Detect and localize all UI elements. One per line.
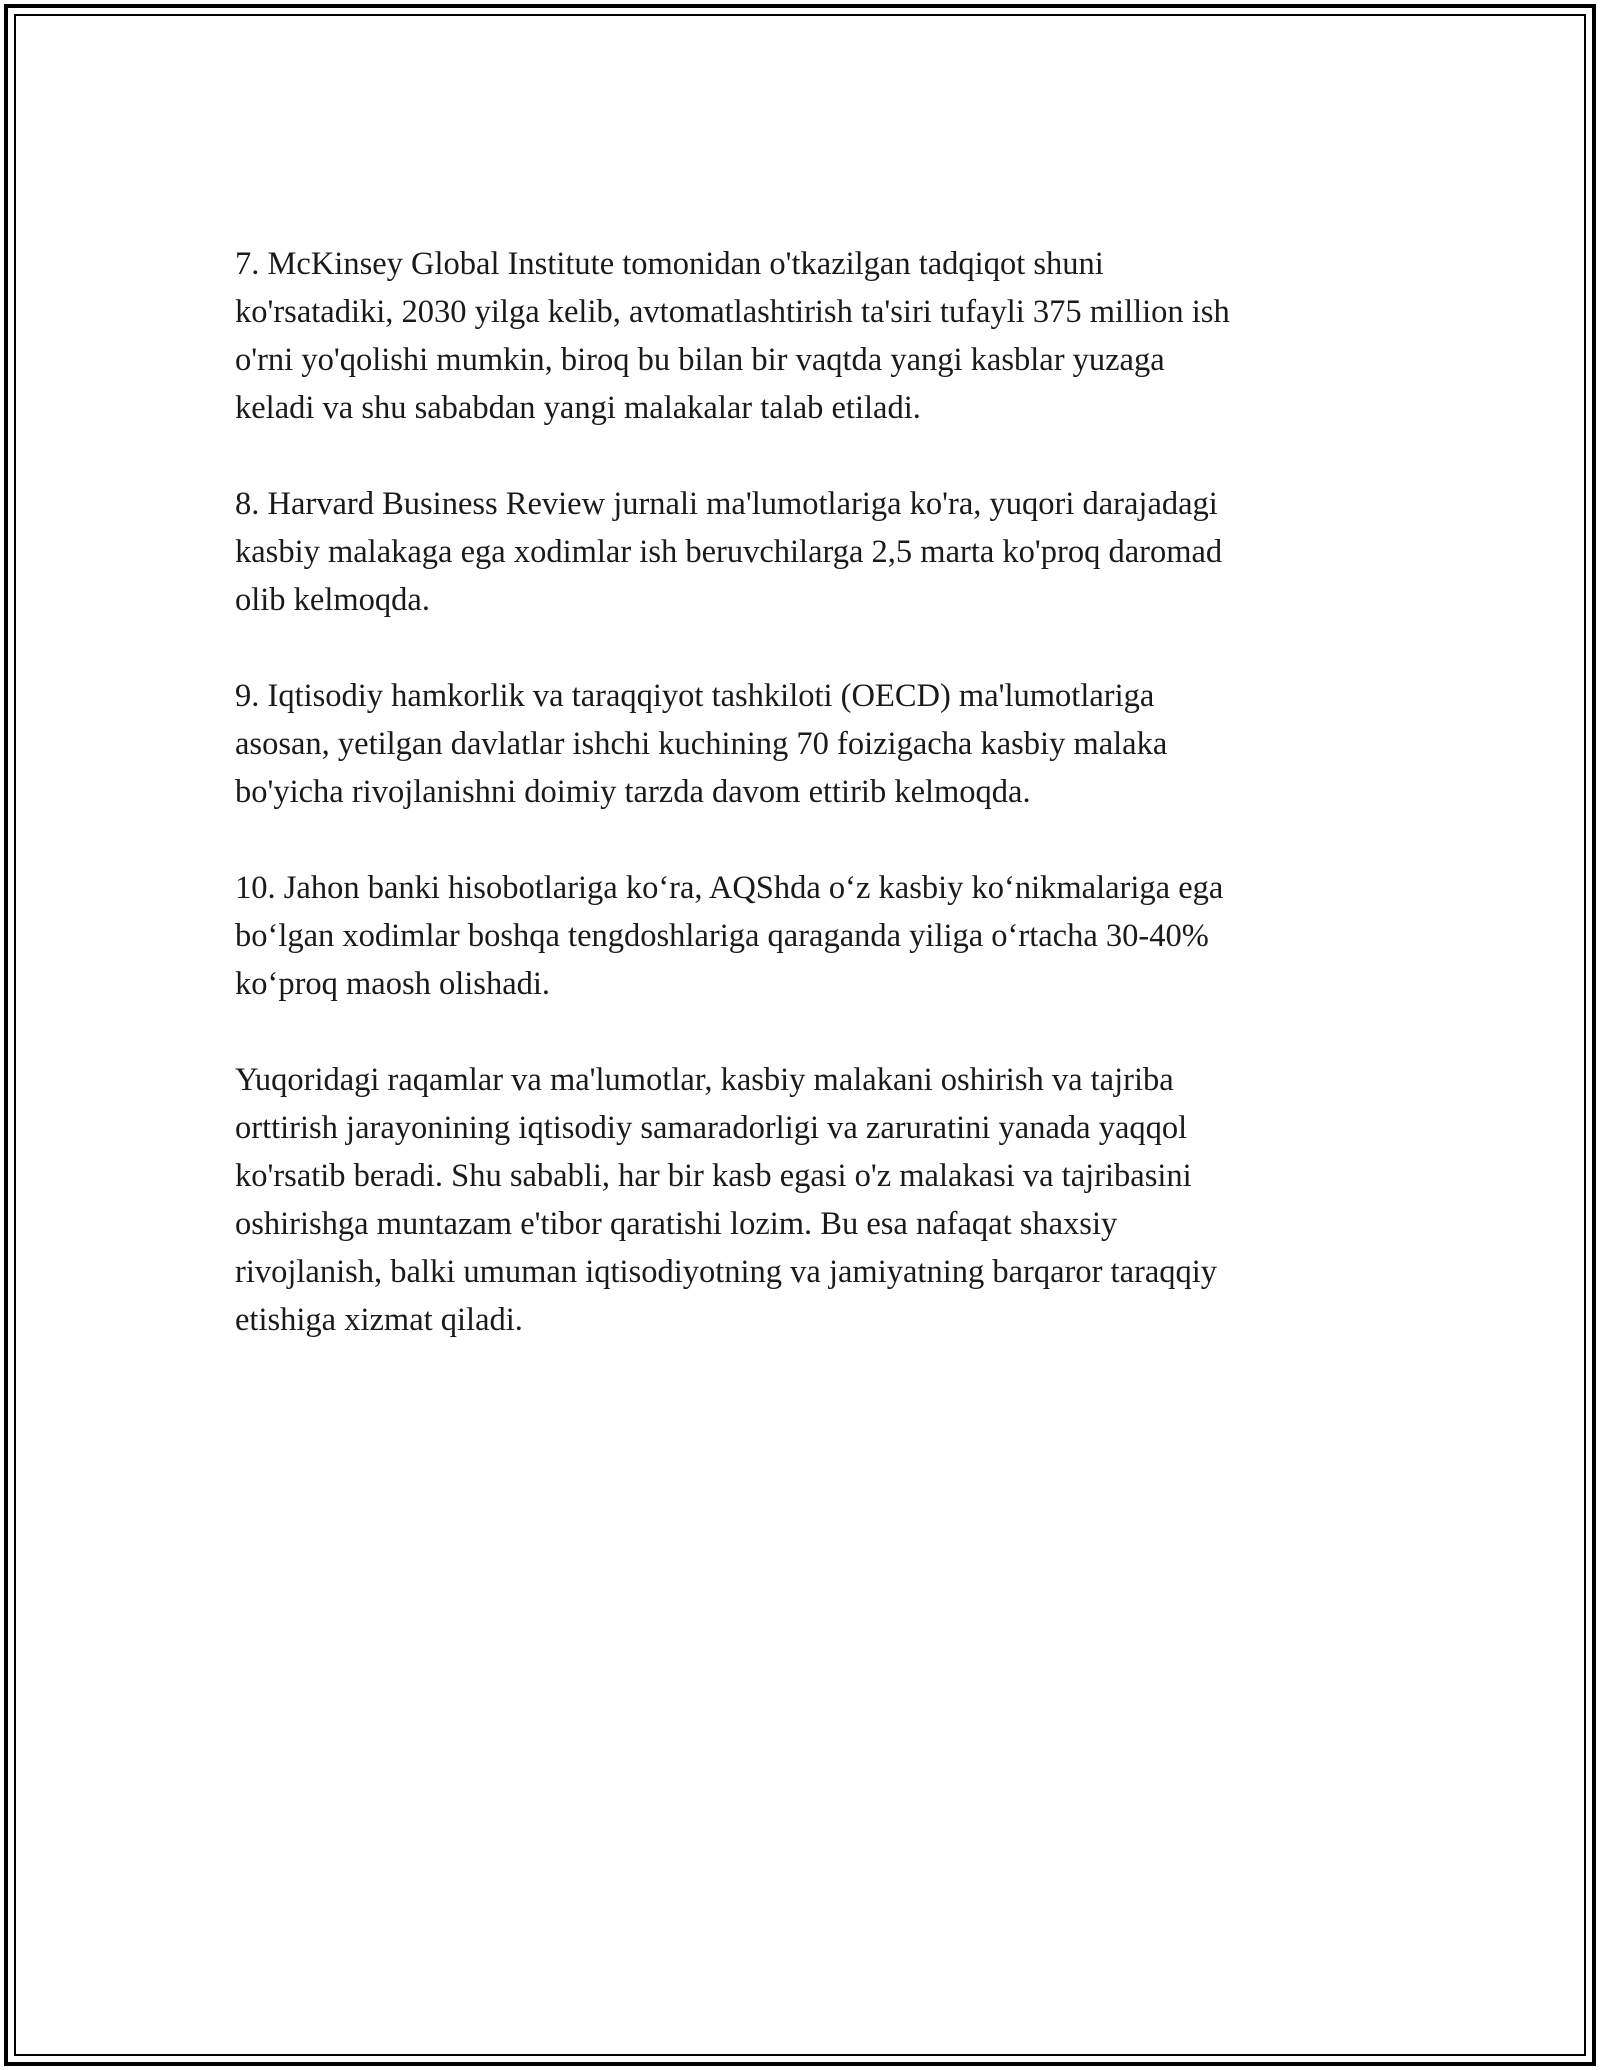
paragraph-8-harvard: 8. Harvard Business Review jurnali ma'lumotlariga ko'ra, yuqori darajadagi kasbiy malakaga ega xodimlar ish beruvchilarga 2,5 marta ko'proq daromad olib kelmoqda. xyxy=(235,486,1223,618)
paragraph-conclusion: Yuqoridagi raqamlar va ma'lumotlar, kasbiy malakani oshirish va tajriba orttirish jarayonining iqtisodiy samaradorligi va zaruratini yanada yaqqol ko'rsatib beradi. Shu sababli, har bir kasb egasi o'z malakasi va tajribasini oshirishga muntazam e'tibor qaratishi lozim. Bu esa nafaqat shaxsiy rivojlanish, balki umuman iqtisodiyotning va jamiyatning barqaror taraqqiy etishiga xizmat qiladi. xyxy=(235,1062,1218,1338)
paragraph-9-oecd: 9. Iqtisodiy hamkorlik va taraqqiyot tashkiloti (OECD) ma'lumotlariga asosan, yetilgan davlatlar ishchi kuchining 70 foizigacha kasbiy malaka bo'yicha rivojlanishni doimiy tarzda davom ettirib kelmoqda. xyxy=(235,678,1168,810)
paragraph-10-world-bank: 10. Jahon banki hisobotlariga ko‘ra, AQShda o‘z kasbiy ko‘nikmalariga ega bo‘lgan xodimlar boshqa tengdoshlariga qaraganda yiliga o‘rtacha 30-40% ko‘proq maosh olishadi. xyxy=(235,870,1224,1002)
document-body xyxy=(235,240,1385,1392)
paragraph-7-mckinsey: 7. McKinsey Global Institute tomonidan o'tkazilgan tadqiqot shuni ko'rsatadiki, 2030 yilga kelib, avtomatlashtirish ta'siri tufayli 375 million ish o'rni yo'qolishi mumkin, biroq bu bilan bir vaqtda yangi kasblar yuzaga keladi va shu sababdan yangi malakalar talab etiladi. xyxy=(235,246,1230,426)
